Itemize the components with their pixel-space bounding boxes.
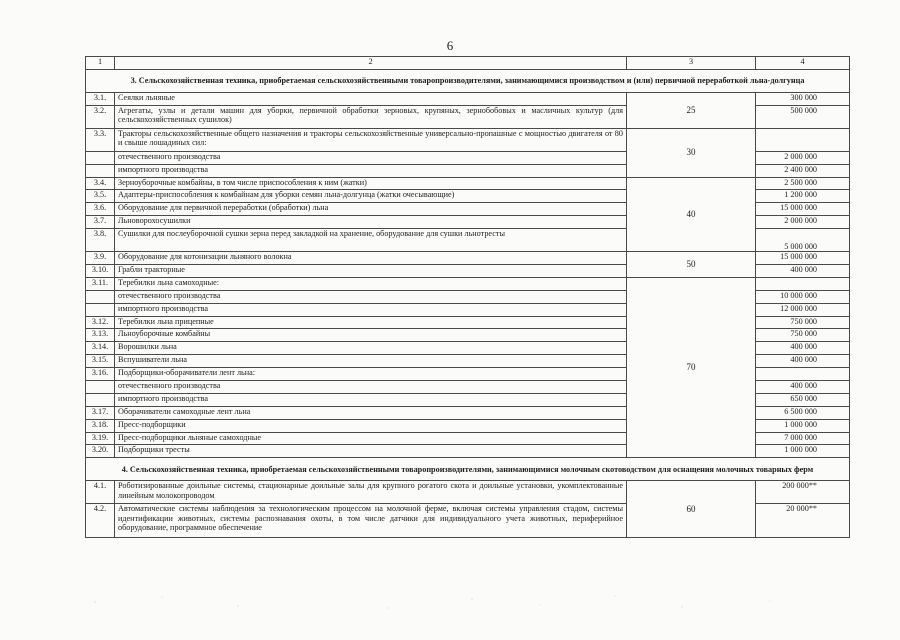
item-name: Теребилки льна прицепные bbox=[115, 316, 627, 329]
column-header-1: 1 bbox=[86, 57, 115, 70]
item-number: 3.16. bbox=[86, 368, 115, 381]
item-name: Ворошилки льна bbox=[115, 342, 627, 355]
max-amount: 10 000 000 bbox=[756, 290, 850, 303]
max-amount: 1 000 000 bbox=[756, 445, 850, 458]
max-amount: 400 000 bbox=[756, 265, 850, 278]
item-number: 3.11. bbox=[86, 277, 115, 290]
table-row bbox=[86, 481, 850, 504]
item-number: 3.7. bbox=[86, 216, 115, 229]
equipment-table bbox=[85, 56, 850, 538]
item-name: Зерноуборочные комбайны, в том числе приспособления к ним (жатки) bbox=[115, 177, 627, 190]
max-amount: 2 000 000 bbox=[756, 216, 850, 229]
item-name: Грабли тракторные bbox=[115, 265, 627, 278]
scan-noise bbox=[70, 588, 850, 618]
item-name: отечественного производства bbox=[115, 290, 627, 303]
max-amount: 2 500 000 bbox=[756, 177, 850, 190]
section-title: 4. Сельскохозяйственная техника, приобретаемая сельскохозяйственными товаропроизводителями, занимающимися молочным скотоводством для оснащения молочных товарных ферм bbox=[86, 458, 850, 481]
item-name: Роботизированные доильные системы, стационарные доильные залы для крупного рогатого скота и доильные установки, укомплектованные линейным молокопроводом bbox=[115, 481, 627, 504]
max-amount: 750 000 bbox=[756, 329, 850, 342]
table-row bbox=[86, 277, 850, 290]
item-number: 3.20. bbox=[86, 445, 115, 458]
max-amount: 200 000** bbox=[756, 481, 850, 504]
item-name: Льноворохосушилки bbox=[115, 216, 627, 229]
item-name: Тракторы сельскохозяйственные общего назначения и тракторы сельскохозяйственные универсально-пропашные с мощностью двигателя от 80 и свыше лошадиных сил: bbox=[115, 128, 627, 151]
item-number: 3.6. bbox=[86, 203, 115, 216]
item-number bbox=[86, 393, 115, 406]
item-name: Подборщики-оборачиватели лент льна: bbox=[115, 368, 627, 381]
max-amount: 5 000 000 bbox=[756, 229, 850, 252]
table-row bbox=[86, 252, 850, 265]
item-number: 3.4. bbox=[86, 177, 115, 190]
item-name: Агрегаты, узлы и детали машин для уборки, первичной обработки зерновых, крупяных, зернобобовых и масличных культур (для сельскохозяйственных сушилок) bbox=[115, 105, 627, 128]
item-number: 3.2. bbox=[86, 105, 115, 128]
item-name: Пресс-подборщики льняные самоходные bbox=[115, 432, 627, 445]
section-title: 3. Сельскохозяйственная техника, приобретаемая сельскохозяйственными товаропроизводителями, занимающимися производством и (или) первичной переработкой льна-долгунца bbox=[86, 69, 850, 92]
item-name: Вспушиватели льна bbox=[115, 355, 627, 368]
item-number: 3.1. bbox=[86, 92, 115, 105]
item-number: 4.1. bbox=[86, 481, 115, 504]
max-amount: 2 400 000 bbox=[756, 164, 850, 177]
item-number: 3.12. bbox=[86, 316, 115, 329]
item-name: Адаптеры-приспособления к комбайнам для уборки семян льна-долгунца (жатки очесывающие) bbox=[115, 190, 627, 203]
section-header-row bbox=[86, 458, 850, 481]
section-header-row bbox=[86, 69, 850, 92]
max-amount: 20 000** bbox=[756, 504, 850, 538]
max-amount: 12 000 000 bbox=[756, 303, 850, 316]
max-amount: 400 000 bbox=[756, 342, 850, 355]
header-row bbox=[86, 57, 850, 70]
item-name: Льноуборочные комбайны bbox=[115, 329, 627, 342]
max-amount: 15 000 000 bbox=[756, 203, 850, 216]
max-amount bbox=[756, 277, 850, 290]
max-amount: 750 000 bbox=[756, 316, 850, 329]
max-amount bbox=[756, 368, 850, 381]
column-header-2: 2 bbox=[115, 57, 627, 70]
max-amount: 400 000 bbox=[756, 381, 850, 394]
item-number bbox=[86, 381, 115, 394]
max-amount: 7 000 000 bbox=[756, 432, 850, 445]
max-amount: 500 000 bbox=[756, 105, 850, 128]
item-name: Подборщики тресты bbox=[115, 445, 627, 458]
subsidy-rate: 25 bbox=[627, 92, 756, 128]
max-amount: 15 000 000 bbox=[756, 252, 850, 265]
item-number: 3.18. bbox=[86, 419, 115, 432]
item-number bbox=[86, 303, 115, 316]
item-name: Оборудование для котонизации льняного волокна bbox=[115, 252, 627, 265]
item-number: 3.10. bbox=[86, 265, 115, 278]
subsidy-rate: 50 bbox=[627, 252, 756, 278]
item-name: Оборачиватели самоходные лент льна bbox=[115, 406, 627, 419]
max-amount bbox=[756, 128, 850, 151]
item-number bbox=[86, 164, 115, 177]
subsidy-rate: 70 bbox=[627, 277, 756, 457]
item-number bbox=[86, 151, 115, 164]
item-name: Сушилки для послеуборочной сушки зерна перед закладкой на хранение, оборудование для сушки льнотресты bbox=[115, 229, 627, 252]
column-header-3: 3 bbox=[627, 57, 756, 70]
max-amount: 1 000 000 bbox=[756, 419, 850, 432]
max-amount: 6 500 000 bbox=[756, 406, 850, 419]
max-amount: 1 200 000 bbox=[756, 190, 850, 203]
item-number: 3.3. bbox=[86, 128, 115, 151]
table-row bbox=[86, 92, 850, 105]
item-name: импортного производства bbox=[115, 303, 627, 316]
column-header-4: 4 bbox=[756, 57, 850, 70]
item-number: 3.9. bbox=[86, 252, 115, 265]
subsidy-rate: 40 bbox=[627, 177, 756, 252]
item-name: Сеялки льняные bbox=[115, 92, 627, 105]
item-number: 3.13. bbox=[86, 329, 115, 342]
item-name: отечественного производства bbox=[115, 381, 627, 394]
item-number: 3.15. bbox=[86, 355, 115, 368]
subsidy-rate: 30 bbox=[627, 128, 756, 177]
item-name: Пресс-подборщики bbox=[115, 419, 627, 432]
table-row bbox=[86, 128, 850, 151]
item-number bbox=[86, 290, 115, 303]
item-number: 3.8. bbox=[86, 229, 115, 252]
table-row bbox=[86, 177, 850, 190]
item-number: 3.14. bbox=[86, 342, 115, 355]
item-name: импортного производства bbox=[115, 164, 627, 177]
max-amount: 650 000 bbox=[756, 393, 850, 406]
max-amount: 300 000 bbox=[756, 92, 850, 105]
subsidy-rate: 60 bbox=[627, 481, 756, 538]
item-name: импортного производства bbox=[115, 393, 627, 406]
max-amount: 2 000 000 bbox=[756, 151, 850, 164]
item-number: 3.19. bbox=[86, 432, 115, 445]
item-name: отечественного производства bbox=[115, 151, 627, 164]
item-number: 4.2. bbox=[86, 504, 115, 538]
item-number: 3.5. bbox=[86, 190, 115, 203]
max-amount: 400 000 bbox=[756, 355, 850, 368]
item-name: Оборудование для первичной переработки (обработки) льна bbox=[115, 203, 627, 216]
item-number: 3.17. bbox=[86, 406, 115, 419]
page-number: 6 bbox=[446, 38, 454, 53]
item-name: Теребилки льна самоходные: bbox=[115, 277, 627, 290]
item-name: Автоматические системы наблюдения за технологическим процессом на молочной ферме, включая системы управления стадом, системы идентификации животных, системы распознавания охоты, в том числе датчики для индивидуального учета животных, периферийное оборудование, программное обеспечение bbox=[115, 504, 627, 538]
table-body bbox=[86, 57, 850, 538]
